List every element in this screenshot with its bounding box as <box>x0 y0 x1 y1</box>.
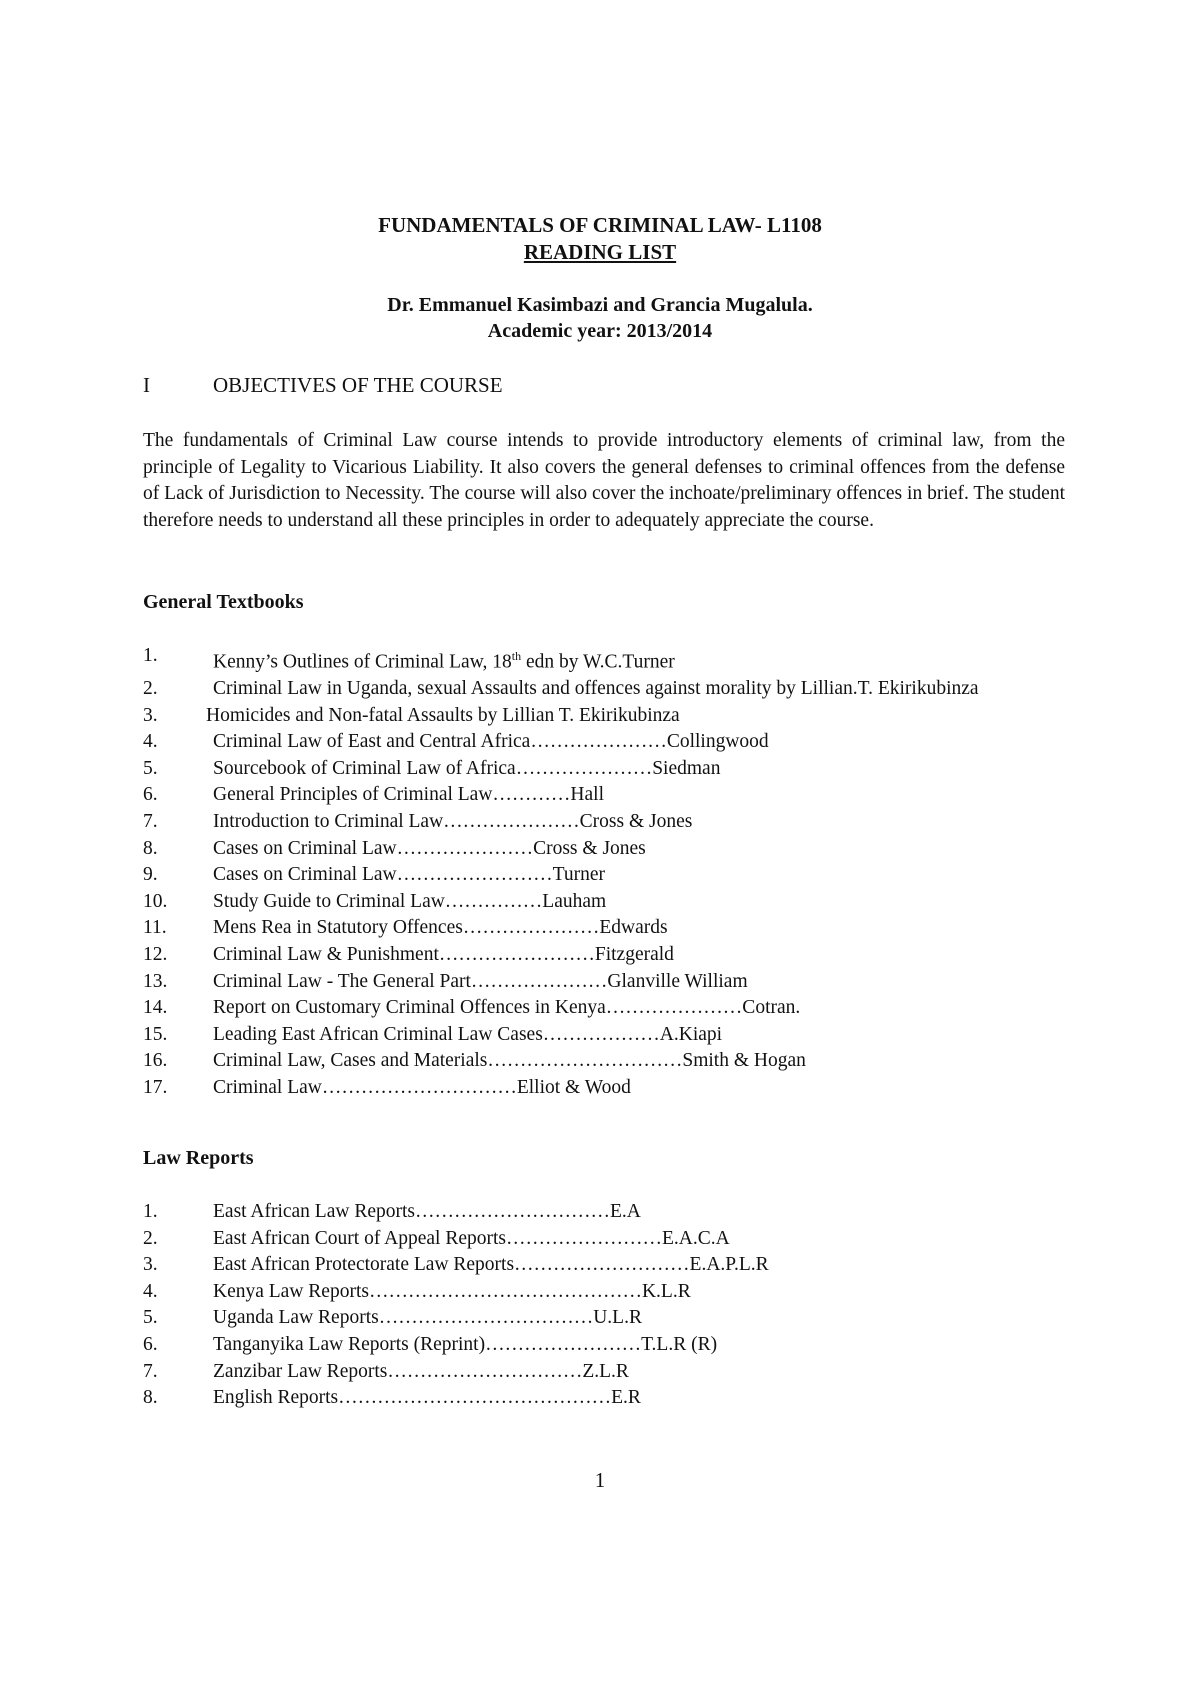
document-subtitle: READING LIST <box>523 240 677 264</box>
list-item <box>143 862 1065 889</box>
list-number: 4. <box>143 1280 158 1302</box>
list-text: East African Law Reports…………………………E.A <box>213 1201 641 1222</box>
list-text: East African Court of Appeal Reports……………………E.A.C.A <box>213 1227 730 1249</box>
list-item <box>143 1199 1065 1226</box>
list-item <box>143 1359 1065 1386</box>
list-number: 2. <box>143 1227 158 1249</box>
list-item <box>143 1252 1065 1279</box>
list-item <box>143 969 1065 996</box>
list-item <box>143 1332 1065 1359</box>
list-number: 5. <box>143 757 158 779</box>
list-text: Cases on Criminal Law…………………Cross & Jones <box>213 837 646 859</box>
section-title: OBJECTIVES OF THE COURSE <box>213 373 503 397</box>
list-item <box>143 643 1065 676</box>
list-text: Criminal Law of East and Central Africa…………………Collingwood <box>213 731 769 753</box>
list-number: 11. <box>143 917 167 939</box>
list-item <box>143 836 1065 863</box>
list-item <box>143 1305 1065 1332</box>
list-text: East African Protectorate Law Reports………………………E.A.P.L.R <box>213 1254 769 1276</box>
list-item <box>143 756 1065 783</box>
list-number: 3. <box>143 704 158 726</box>
list-text: Study Guide to Criminal Law……………Lauham <box>213 890 607 912</box>
list-item <box>143 782 1065 809</box>
list-text: Introduction to Criminal Law…………………Cross & Jones <box>213 811 693 833</box>
law-reports-list <box>143 1199 1065 1412</box>
list-number: 2. <box>143 678 158 700</box>
list-text: English Reports……………………………………E.R <box>213 1387 641 1409</box>
document-authors: Dr. Emmanuel Kasimbazi and Grancia Mugalula. <box>387 294 813 316</box>
list-text: Criminal Law - The General Part…………………Glanville William <box>213 970 748 992</box>
list-number: 5. <box>143 1307 158 1329</box>
list-item <box>143 889 1065 916</box>
objectives-paragraph: The fundamentals of Criminal Law course intends to provide introductory elements of criminal law, from the principle of Legality to Vicarious Liability. It also covers the general defenses to criminal offences from the defense of Lack of Jurisdiction to Necessity. The course will also cover the inchoate/preliminary offences in brief. The student therefore needs to understand all these principles in order to adequately appreciate the course. <box>143 430 1065 532</box>
list-number: 6. <box>143 1333 158 1355</box>
list-item <box>143 915 1065 942</box>
list-item <box>143 1075 1065 1102</box>
list-number: 9. <box>143 864 158 886</box>
list-number: 1. <box>143 645 158 666</box>
list-text: Report on Customary Criminal Offences in Kenya…………………Cotran. <box>213 997 801 1019</box>
list-text: Uganda Law Reports……………………………U.L.R <box>213 1307 642 1329</box>
list-item <box>143 942 1065 969</box>
list-text: Cases on Criminal Law……………………Turner <box>213 864 605 886</box>
list-number: 7. <box>143 1360 158 1382</box>
list-text: Tanganyika Law Reports (Reprint)……………………T.L.R (R) <box>213 1333 718 1355</box>
list-number: 8. <box>143 837 158 859</box>
list-number: 14. <box>143 997 168 1019</box>
list-text: Zanzibar Law Reports…………………………Z.L.R <box>213 1360 629 1382</box>
list-item <box>143 995 1065 1022</box>
list-text: Criminal Law…………………………Elliot & Wood <box>213 1077 631 1098</box>
list-item <box>143 703 1065 730</box>
list-number: 12. <box>143 944 168 966</box>
list-item <box>143 676 1065 703</box>
section-number: I <box>143 373 150 397</box>
document-title: FUNDAMENTALS OF CRIMINAL LAW- L1108 <box>378 213 822 237</box>
list-number: 1. <box>143 1201 158 1222</box>
list-number: 6. <box>143 784 158 806</box>
list-number: 10. <box>143 890 168 912</box>
list-number: 4. <box>143 731 158 753</box>
list-item <box>143 1022 1065 1049</box>
list-text: Sourcebook of Criminal Law of Africa…………………Siedman <box>213 757 721 779</box>
list-item <box>143 729 1065 756</box>
list-item <box>143 1385 1065 1412</box>
list-item <box>143 809 1065 836</box>
list-text: Leading East African Criminal Law Cases………………A.Kiapi <box>213 1023 723 1045</box>
list-text: Criminal Law & Punishment……………………Fitzgerald <box>213 944 674 966</box>
list-number: 7. <box>143 811 158 833</box>
academic-year: Academic year: 2013/2014 <box>487 320 713 342</box>
list-item <box>143 1279 1065 1306</box>
list-number: 17. <box>143 1077 168 1098</box>
list-text: Criminal Law, Cases and Materials…………………………Smith & Hogan <box>213 1050 806 1072</box>
list-text: Kenny’s Outlines of Criminal Law, 18th edn by W.C.Turner <box>213 649 675 673</box>
textbooks-heading: General Textbooks <box>143 591 304 613</box>
list-text: Criminal Law in Uganda, sexual Assaults and offences against morality by Lillian.T. Ekirikubinza <box>213 678 979 700</box>
list-number: 3. <box>143 1254 158 1276</box>
textbooks-list <box>143 643 1065 1102</box>
list-number: 8. <box>143 1387 158 1409</box>
list-item <box>143 1226 1065 1253</box>
list-text: Mens Rea in Statutory Offences…………………Edwards <box>213 917 668 939</box>
list-text: Kenya Law Reports……………………………………K.L.R <box>213 1280 691 1302</box>
list-number: 16. <box>143 1050 168 1072</box>
list-item <box>143 1048 1065 1075</box>
page-number: 1 <box>594 1468 606 1492</box>
list-number: 13. <box>143 970 168 992</box>
list-text: General Principles of Criminal Law…………Hall <box>213 784 604 806</box>
law-reports-heading: Law Reports <box>143 1147 254 1169</box>
list-number: 15. <box>143 1023 168 1045</box>
list-text: Homicides and Non-fatal Assaults by Lillian T. Ekirikubinza <box>206 704 680 726</box>
